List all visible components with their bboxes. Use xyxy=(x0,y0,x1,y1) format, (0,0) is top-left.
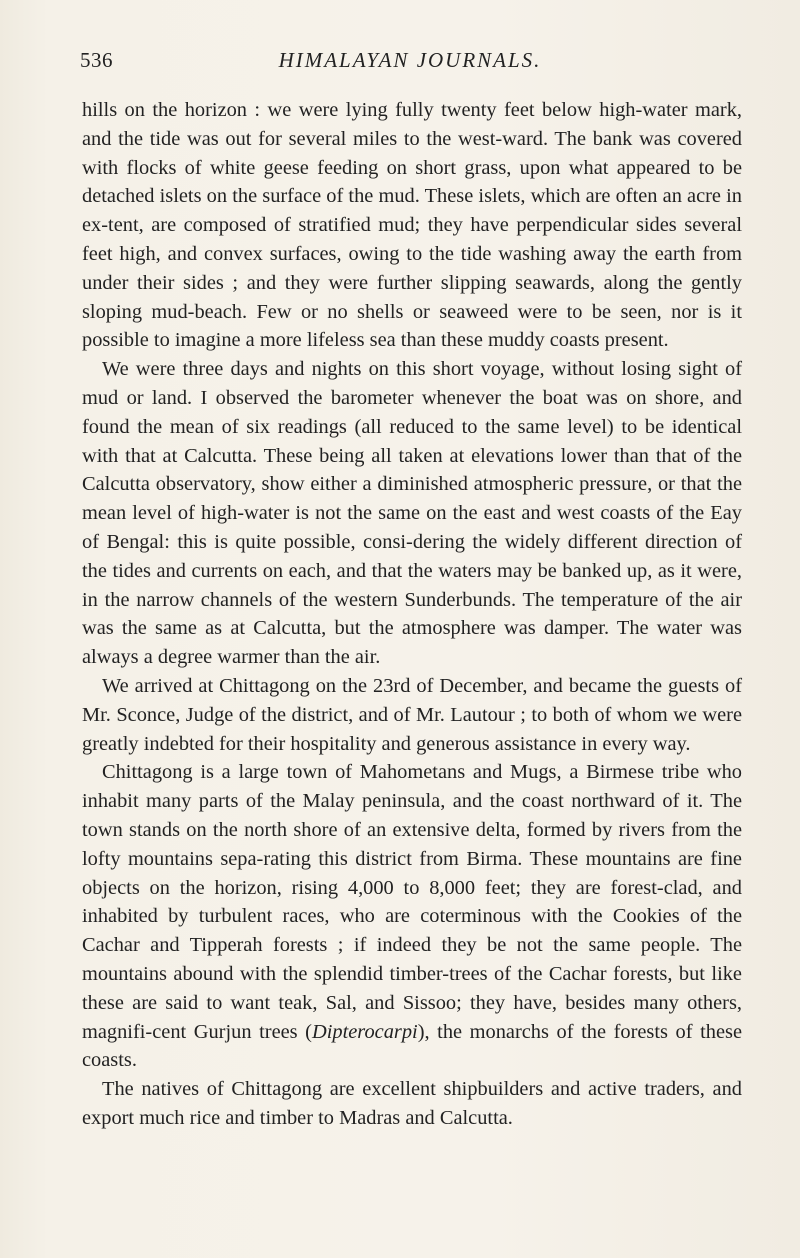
paragraph-3: We arrived at Chittagong on the 23rd of December, and became the guests of Mr. Sconce, Judge of the district, and of Mr. Lautour ; to both of whom we were greatly indebted for their hospitality and generous assistance in every way. xyxy=(82,674,742,755)
paragraph-4-text-after: ), the monarchs of the forests of these coasts. xyxy=(82,1020,742,1072)
latin-name-dipterocarpi: Dipterocarpi xyxy=(311,1020,418,1043)
running-title: HIMALAYAN JOURNALS. xyxy=(278,48,542,72)
paragraph-5: The natives of Chittagong are excellent shipbuilders and active traders, and export much rice and timber to Madras and Calcutta. xyxy=(82,1078,742,1129)
page-header xyxy=(80,48,740,78)
body-text xyxy=(82,96,742,1133)
paragraph-4 xyxy=(82,758,742,1075)
paragraph-2: We were three days and nights on this short voyage, without losing sight of mud or land. I observed the barometer whenever the boat was on shore, and found the mean of six readings (all reduced to the same level) to be identical with that at Calcutta. These being all taken at elevations lower than that of the Calcutta observatory, show either a diminished atmospheric pressure, or that the mean level of high-water is not the same on the east and west coasts of the Eay of Bengal: this is quite possible, consi-dering the widely different direction of the tides and currents on each, and that the waters may be banked up, as it were, in the narrow channels of the western Sunderbunds. The temperature of the air was the same as at Calcutta, but the atmosphere was damper. The water was always a degree warmer than the air. xyxy=(82,358,742,669)
page-number: 536 xyxy=(80,48,113,72)
paragraph-4-text-before: Chittagong is a large town of Mahometans and Mugs, a Birmese tribe who inhabit many parts of the Malay peninsula, and the coast northward of it. The town stands on the north shore of an extensive delta, formed by rivers from the lofty mountains sepa-rating this district from Birma. These mountains are fine objects on the horizon, rising 4,000 to 8,000 feet; they are forest-clad, and inhabited by turbulent races, who are coterminous with the Cookies of the Cachar and Tipperah forests ; if indeed they be not the same people. The mountains abound with the splendid timber-trees of the Cachar forests, but like these are said to want teak, Sal, and Sissoo; they have, besides many others, magnifi-cent Gurjun trees ( xyxy=(82,761,742,1043)
paragraph-1: hills on the horizon : we were lying fully twenty feet below high-water mark, and the tide was out for several miles to the west-ward. The bank was covered with flocks of white geese feeding on short grass, upon what appeared to be detached islets on the surface of the mud. These islets, which are often an acre in ex-tent, are composed of stratified mud; they have perpendicular sides several feet high, and convex surfaces, owing to the tide washing away the earth from under their sides ; and they were further slipping seawards, along the gently sloping mud-beach. Few or no shells or seaweed were to be seen, nor is it possible to imagine a more lifeless sea than these muddy coasts present. xyxy=(82,99,742,352)
